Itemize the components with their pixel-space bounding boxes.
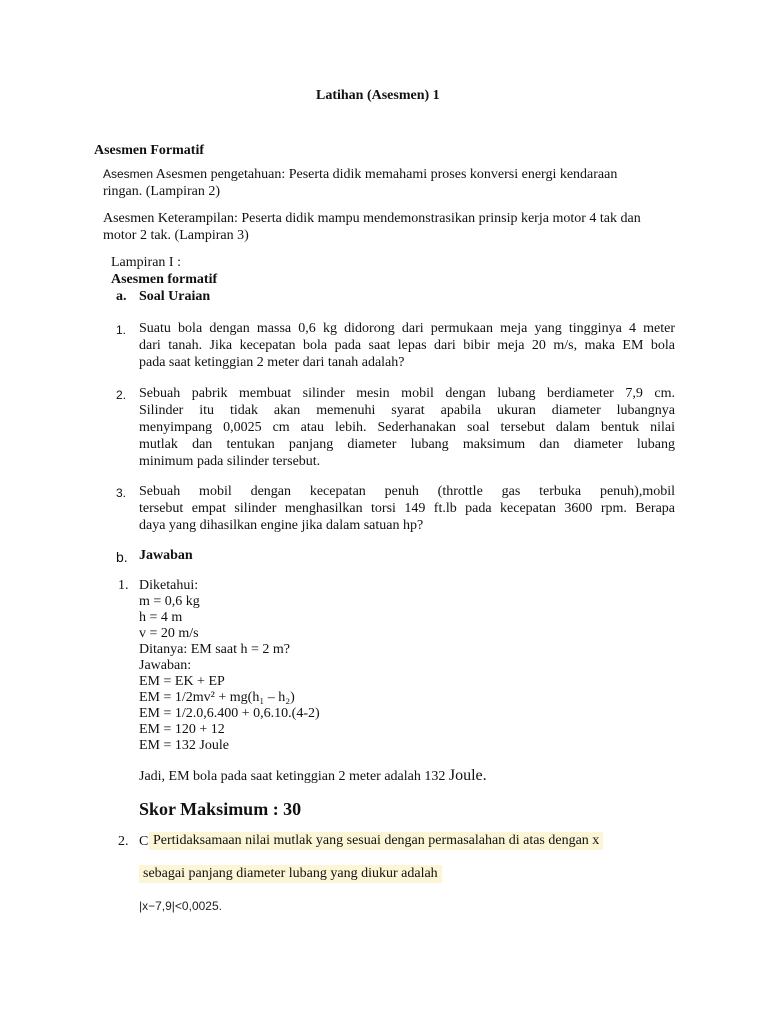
answer-line: h = 4 m xyxy=(139,610,183,625)
question-number: 1. xyxy=(116,323,127,337)
asesmen-keterampilan-line2: motor 2 tak. (Lampiran 3) xyxy=(103,228,249,243)
question-line: tersebut empat silinder menghasilkan torsi 149 ft.lb pada kecepatan 3600 rpm. Berapa xyxy=(139,501,675,516)
question-line: menyimpang 0,0025 cm atau lebih. Sederhanakan soal tersebut dalam bentuk nilai xyxy=(139,420,675,435)
question-number: 2. xyxy=(116,388,127,402)
answer-2-prefix: C xyxy=(139,834,149,849)
asesmen-prefix: Asesmen xyxy=(103,167,154,181)
lampiran-subtitle: Asesmen formatif xyxy=(111,272,218,287)
answer-line: EM = 1/2.0,6.400 + 0,6.10.(4-2) xyxy=(139,706,320,721)
answer-line: Ditanya: EM saat h = 2 m? xyxy=(139,642,290,657)
answer-2-line1: Pertidaksamaan nilai mutlak yang sesuai dengan permasalahan di atas dengan x xyxy=(149,832,603,850)
answer-line: Jawaban: xyxy=(139,658,192,673)
answer-1 xyxy=(139,578,320,754)
part-b-marker: b. xyxy=(116,549,128,565)
answer-line: m = 0,6 kg xyxy=(139,594,200,609)
asesmen-pengetahuan-line2: ringan. (Lampiran 2) xyxy=(103,184,221,199)
asesmen-pengetahuan-line1: Asesmen pengetahuan: Peserta didik memahami proses konversi energi kendaraan xyxy=(155,167,618,182)
section-heading: Asesmen Formatif xyxy=(94,143,205,158)
answer-line: EM = 120 + 12 xyxy=(139,722,225,737)
conclusion-text: Jadi, EM bola pada saat ketinggian 2 meter adalah 132 xyxy=(139,769,446,784)
question-line: Suatu bola dengan massa 0,6 kg didorong dari permukaan meja yang tingginya 4 meter xyxy=(139,321,675,336)
question-line: Sebuah pabrik membuat silinder mesin mobil dengan lubang berdiameter 7,9 cm. xyxy=(139,386,675,401)
question-number: 3. xyxy=(116,486,127,500)
question-line: daya yang dihasilkan engine jika dalam satuan hp? xyxy=(139,518,424,533)
answer-conclusion xyxy=(139,767,487,786)
answer-2-formula: |x−7,9|<0,0025. xyxy=(139,899,222,913)
question-3 xyxy=(139,483,675,534)
question-2 xyxy=(139,385,675,470)
answer-line: v = 20 m/s xyxy=(139,626,199,641)
question-line: Silinder itu tidak akan memenuhi syarat apabila ukuran diameter lubangnya xyxy=(139,403,675,418)
lampiran-label: Lampiran I : xyxy=(111,255,181,270)
score-max: Skor Maksimum : 30 xyxy=(139,799,302,819)
page-title: Latihan (Asesmen) 1 xyxy=(316,88,440,103)
part-b-label: Jawaban xyxy=(139,548,193,563)
question-line: dari tanah. Jika kecepatan bola pada saat lepas dari bibir meja 20 m/s, maka EM bola xyxy=(139,338,675,353)
answer-line: EM = 1/2mv² + mg(h₁ – h₂) xyxy=(139,690,295,705)
answer-number: 2. xyxy=(118,834,129,849)
answer-line: Diketahui: xyxy=(139,578,199,593)
answer-number: 1. xyxy=(118,578,129,593)
part-a-label: Soal Uraian xyxy=(139,289,211,304)
question-line: pada saat ketinggian 2 meter dari tanah adalah? xyxy=(139,355,405,370)
question-1 xyxy=(139,320,675,371)
answer-line: EM = 132 Joule xyxy=(139,738,229,753)
conclusion-unit: Joule. xyxy=(448,767,487,784)
question-line: mutlak dan tentukan panjang diameter lubang maksimum dan diameter lubang xyxy=(139,437,675,452)
part-a-marker: a. xyxy=(116,289,127,304)
asesmen-keterampilan-line1: Asesmen Keterampilan: Peserta didik mampu mendemonstrasikan prinsip kerja motor 4 tak dan xyxy=(103,211,641,226)
answer-line: EM = EK + EP xyxy=(139,674,225,689)
asesmen-pengetahuan xyxy=(103,166,617,183)
answer-2-line2: sebagai panjang diameter lubang yang diukur adalah xyxy=(139,865,442,883)
question-line: minimum pada silinder tersebut. xyxy=(139,454,321,469)
question-line: Sebuah mobil dengan kecepatan penuh (throttle gas terbuka penuh),mobil xyxy=(139,484,675,499)
